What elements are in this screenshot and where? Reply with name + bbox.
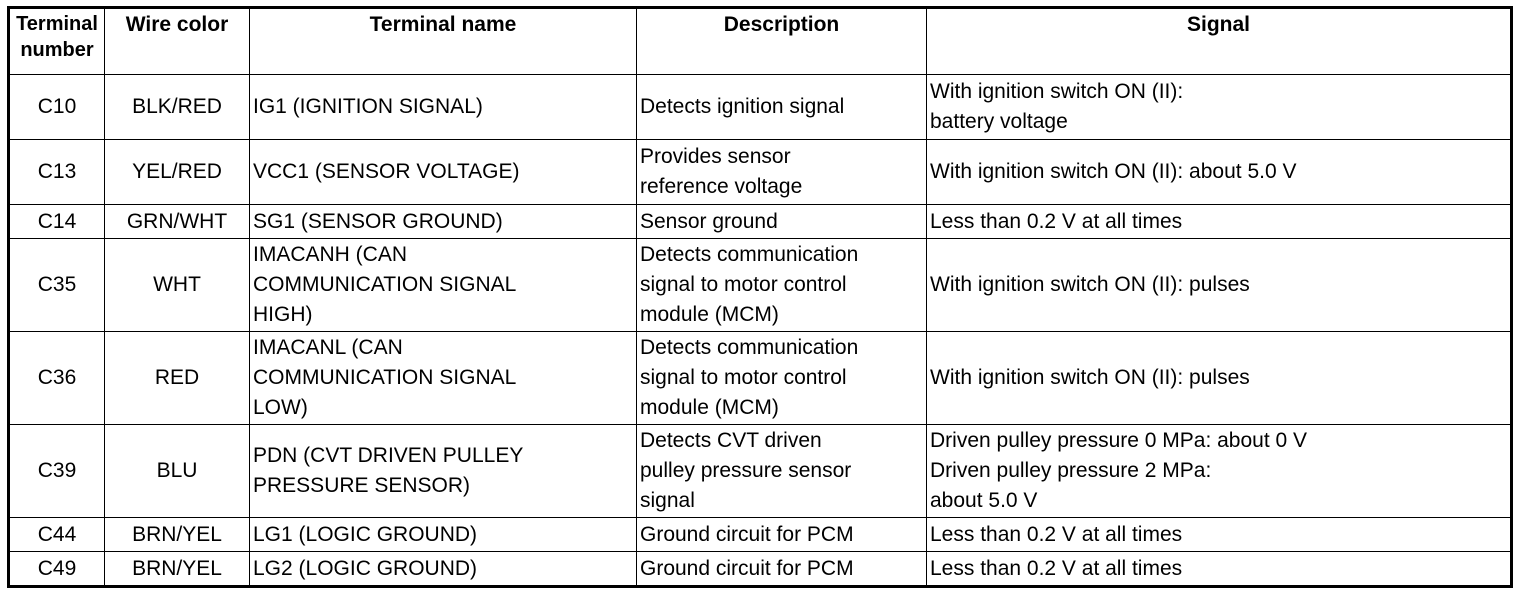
terminal-cell: C35 xyxy=(9,239,105,332)
wire-color-cell: RED xyxy=(105,332,250,425)
terminal-cell: C10 xyxy=(9,75,105,140)
signal-cell: Less than 0.2 V at all times xyxy=(927,518,1512,552)
terminal-cell: C49 xyxy=(9,552,105,587)
terminal-name-cell: PDN (CVT DRIVEN PULLEY PRESSURE SENSOR) xyxy=(250,425,637,518)
wire-color-cell: YEL/RED xyxy=(105,140,250,205)
signal-cell: Less than 0.2 V at all times xyxy=(927,552,1512,587)
terminal-name-cell: IMACANH (CAN COMMUNICATION SIGNAL HIGH) xyxy=(250,239,637,332)
terminal-cell: C14 xyxy=(9,205,105,239)
terminal-cell: C39 xyxy=(9,425,105,518)
terminal-table xyxy=(7,6,1513,588)
wire-color-cell: WHT xyxy=(105,239,250,332)
terminal-name-cell: VCC1 (SENSOR VOLTAGE) xyxy=(250,140,637,205)
signal-cell: With ignition switch ON (II): pulses xyxy=(927,239,1512,332)
header-wire-color: Wire color xyxy=(105,8,250,75)
terminal-name-cell: IMACANL (CAN COMMUNICATION SIGNAL LOW) xyxy=(250,332,637,425)
signal-cell: Less than 0.2 V at all times xyxy=(927,205,1512,239)
wire-color-cell: BRN/YEL xyxy=(105,518,250,552)
description-cell: Ground circuit for PCM xyxy=(637,552,927,587)
description-cell: Detects communication signal to motor control module (MCM) xyxy=(637,332,927,425)
header-terminal-name: Terminal name xyxy=(250,8,637,75)
signal-cell: With ignition switch ON (II): pulses xyxy=(927,332,1512,425)
table-row xyxy=(9,140,1512,205)
table-row xyxy=(9,425,1512,518)
terminal-cell: C13 xyxy=(9,140,105,205)
header-signal: Signal xyxy=(927,8,1512,75)
signal-cell: With ignition switch ON (II): battery voltage xyxy=(927,75,1512,140)
table-row xyxy=(9,552,1512,587)
terminal-name-cell: LG1 (LOGIC GROUND) xyxy=(250,518,637,552)
description-cell: Detects ignition signal xyxy=(637,75,927,140)
wire-color-cell: BLK/RED xyxy=(105,75,250,140)
terminal-name-cell: LG2 (LOGIC GROUND) xyxy=(250,552,637,587)
table-row xyxy=(9,205,1512,239)
table-row xyxy=(9,239,1512,332)
header-terminal-number: Terminal number xyxy=(9,8,105,75)
header-row xyxy=(9,8,1512,75)
table-row xyxy=(9,75,1512,140)
header-description: Description xyxy=(637,8,927,75)
terminal-cell: C36 xyxy=(9,332,105,425)
description-cell: Sensor ground xyxy=(637,205,927,239)
wire-color-cell: BRN/YEL xyxy=(105,552,250,587)
wire-color-cell: BLU xyxy=(105,425,250,518)
terminal-name-cell: SG1 (SENSOR GROUND) xyxy=(250,205,637,239)
table-row xyxy=(9,518,1512,552)
table-row xyxy=(9,332,1512,425)
description-cell: Detects CVT driven pulley pressure sensor signal xyxy=(637,425,927,518)
description-cell: Ground circuit for PCM xyxy=(637,518,927,552)
signal-cell: With ignition switch ON (II): about 5.0 V xyxy=(927,140,1512,205)
wire-color-cell: GRN/WHT xyxy=(105,205,250,239)
description-cell: Provides sensor reference voltage xyxy=(637,140,927,205)
terminal-cell: C44 xyxy=(9,518,105,552)
terminal-name-cell: IG1 (IGNITION SIGNAL) xyxy=(250,75,637,140)
description-cell: Detects communication signal to motor control module (MCM) xyxy=(637,239,927,332)
signal-cell: Driven pulley pressure 0 MPa: about 0 V Driven pulley pressure 2 MPa: about 5.0 V xyxy=(927,425,1512,518)
